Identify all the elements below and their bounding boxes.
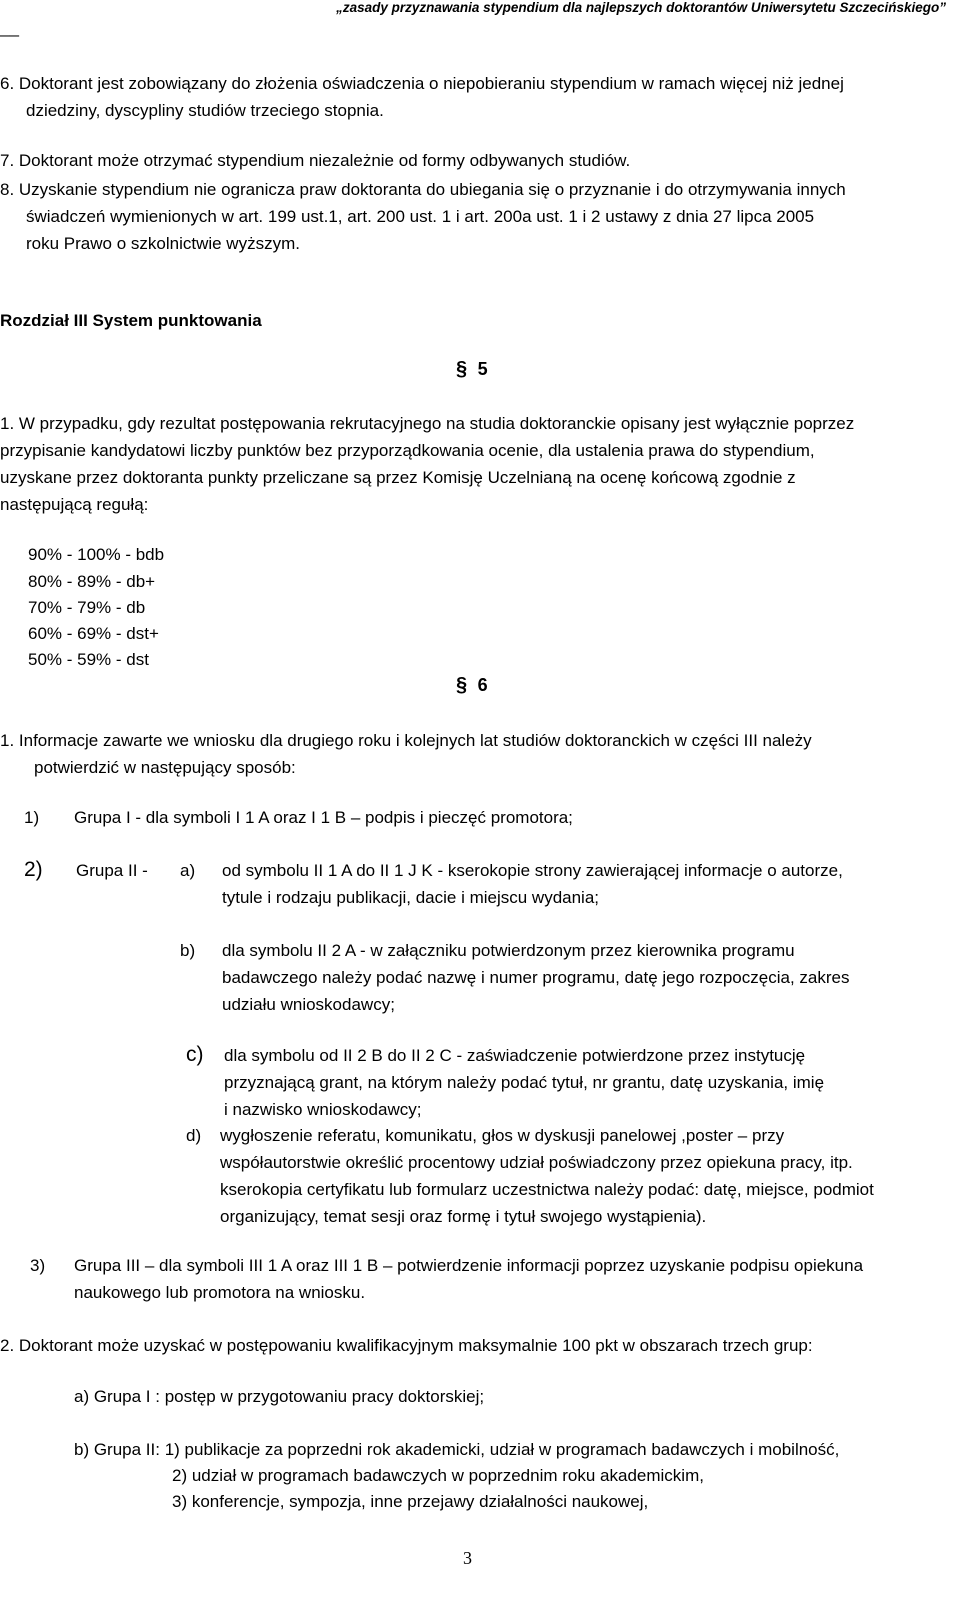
item-d-line-2: współautorstwie określić procentowy udział poświadczony przez opiekuna pracy, itp. <box>220 1153 853 1172</box>
paragraph-8-line-2: świadczeń wymienionych w art. 199 ust.1, art. 200 ust. 1 i art. 200a ust. 1 i 2 ustawy z dnia 27 lipca 2005 <box>26 207 815 226</box>
item-a-line-2: tytule i rodzaju publikacji, dacie i miejscu wydania; <box>222 888 600 907</box>
group-2-number: 2) <box>24 858 43 881</box>
grade-rule: 50% - 59% - dst <box>28 650 149 669</box>
section-6-line-1: 1. Informacje zawarte we wniosku dla drugiego roku i kolejnych lat studiów doktoranckich w części III należy <box>0 731 812 750</box>
document-header: „zasady przyznawania stypendium dla najlepszych doktorantów Uniwersytetu Szczecińskiego” <box>336 0 946 15</box>
group-3-line-1: Grupa III – dla symboli III 1 A oraz III 1 B – potwierdzenie informacji poprzez uzyskanie podpisu opiekuna <box>74 1256 864 1275</box>
group-1-text: Grupa I - dla symboli I 1 A oraz I 1 B – podpis i pieczęć promotora; <box>74 808 573 827</box>
page-number: 3 <box>463 1548 472 1568</box>
section-6-heading <box>456 674 488 697</box>
item-c-line-2: przyznającą grant, na którym należy podać tytuł, nr grantu, datę uzyskania, imię <box>224 1073 825 1092</box>
section-6-paragraph-2: 2. Doktorant może uzyskać w postępowaniu kwalifikacyjnym maksymalnie 100 pkt w obszarach trzech grup: <box>0 1336 813 1355</box>
points-group-b-line-3: 3) konferencje, sympozja, inne przejawy działalności naukowej, <box>172 1492 649 1511</box>
paragraph-7: 7. Doktorant może otrzymać stypendium niezależnie od formy odbywanych studiów. <box>0 151 631 170</box>
item-b-line-3: udziału wnioskodawcy; <box>222 995 395 1014</box>
header-dash: __ <box>0 18 19 37</box>
item-b-label: b) <box>180 941 196 960</box>
item-d-line-3: kserokopia certyfikatu lub formularz uczestnictwa należy podać: datę, miejsce, podmiot <box>220 1180 874 1199</box>
group-3-line-2: naukowego lub promotora na wniosku. <box>74 1283 366 1302</box>
grade-rule: 70% - 79% - db <box>28 598 146 617</box>
section-6-number: 6 <box>477 675 488 695</box>
item-a-label: a) <box>180 861 196 880</box>
grade-rule: 80% - 89% - db+ <box>28 572 156 591</box>
item-a-line-1: od symbolu II 1 A do II 1 J K - kserokopie strony zawierającej informacje o autorze, <box>222 861 843 880</box>
paragraph-6-line-1: 6. Doktorant jest zobowiązany do złożenia oświadczenia o niepobieraniu stypendium w ramach więcej niż jednej <box>0 74 844 93</box>
points-group-b-line-1: b) Grupa II: 1) publikacje za poprzedni rok akademicki, udział w programach badawczych i mobilność, <box>74 1440 840 1459</box>
item-b-line-2: badawczego należy podać nazwę i numer programu, datę jego rozpoczęcia, zakres <box>222 968 850 987</box>
item-c-label: c) <box>186 1043 204 1066</box>
section-5-line-1: 1. W przypadku, gdy rezultat postępowania rekrutacyjnego na studia doktoranckie opisany jest wyłącznie poprzez <box>0 414 855 433</box>
item-d-label: d) <box>186 1126 202 1145</box>
points-group-a: a) Grupa I : postęp w przygotowaniu pracy doktorskiej; <box>74 1387 485 1406</box>
group-2-label: Grupa II - <box>76 861 148 880</box>
grade-rule: 90% - 100% - bdb <box>28 545 165 564</box>
section-6-line-2: potwierdzić w następujący sposób: <box>34 758 296 777</box>
section-5-heading <box>456 358 488 381</box>
paragraph-8-line-3: roku Prawo o szkolnictwie wyższym. <box>26 234 300 253</box>
points-group-b-line-2: 2) udział w programach badawczych w poprzednim roku akademickim, <box>172 1466 704 1485</box>
item-c-line-3: i nazwisko wnioskodawcy; <box>224 1100 422 1119</box>
group-1-number: 1) <box>24 808 40 827</box>
paragraph-6-line-2: dziedziny, dyscypliny studiów trzeciego stopnia. <box>26 101 384 120</box>
item-d-line-1: wygłoszenie referatu, komunikatu, głos w dyskusji panelowej ,poster – przy <box>220 1126 785 1145</box>
paragraph-8-line-1: 8. Uzyskanie stypendium nie ogranicza praw doktoranta do ubiegania się o przyznanie i do otrzymywania innych <box>0 180 846 199</box>
section-5-line-3: uzyskane przez doktoranta punkty przeliczane są przez Komisję Uczelnianą na ocenę końcową zgodnie z <box>0 468 796 487</box>
section-5-number: 5 <box>477 359 488 379</box>
section-5-line-2: przypisanie kandydatowi liczby punktów bez przyporządkowania ocenie, dla ustalenia prawa do stypendium, <box>0 441 815 460</box>
section-sign: § <box>456 674 468 696</box>
chapter-3-heading: Rozdział III System punktowania <box>0 311 262 330</box>
item-b-line-1: dla symbolu II 2 A - w załączniku potwierdzonym przez kierownika programu <box>222 941 795 960</box>
grade-rule: 60% - 69% - dst+ <box>28 624 159 643</box>
section-sign: § <box>456 358 468 380</box>
section-5-line-4: następującą regułą: <box>0 495 149 514</box>
item-d-line-4: organizujący, temat sesji oraz formę i tytuł swojego wystąpienia). <box>220 1207 707 1226</box>
group-3-number: 3) <box>30 1256 46 1275</box>
item-c-line-1: dla symbolu od II 2 B do II 2 C - zaświadczenie potwierdzone przez instytucję <box>224 1046 806 1065</box>
